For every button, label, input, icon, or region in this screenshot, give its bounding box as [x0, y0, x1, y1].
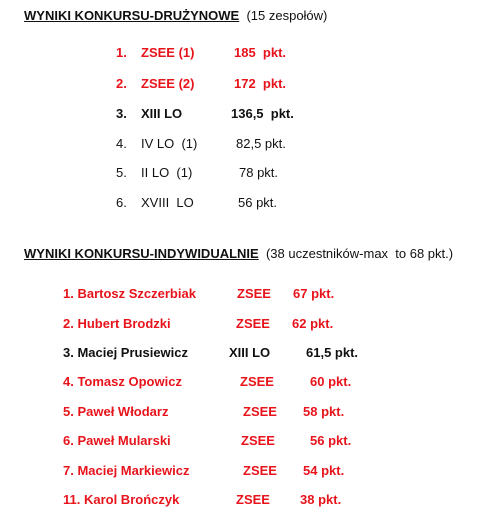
individual-row-name: 1. Bartosz Szczerbiak: [63, 286, 196, 301]
individual-row: [0, 374, 502, 392]
team-results-note: (15 zespołów): [246, 8, 328, 23]
individual-row-score: 60 pkt.: [310, 374, 352, 389]
individual-row-score: 58 pkt.: [303, 404, 345, 419]
team-row-score: 185 pkt.: [234, 45, 287, 60]
individual-row-score: 61,5 pkt.: [306, 345, 359, 360]
individual-results-title: WYNIKI KONKURSU-INDYWIDUALNIE: [24, 246, 259, 261]
team-results-heading: [24, 8, 327, 23]
team-row-name: XVIII LO: [141, 195, 194, 210]
team-row: [0, 195, 502, 213]
individual-row-score: 38 pkt.: [300, 492, 342, 507]
individual-row-name: 2. Hubert Brodzki: [63, 316, 171, 331]
individual-row-school: ZSEE: [243, 463, 277, 478]
team-row-score: 172 pkt.: [234, 76, 287, 91]
individual-row-school: ZSEE: [241, 433, 275, 448]
team-row-name: ZSEE (1): [141, 45, 195, 60]
individual-row-school: XIII LO: [229, 345, 271, 360]
team-row-number: 3.: [116, 106, 127, 121]
team-row-name: II LO (1): [141, 165, 193, 180]
individual-row-score: 54 pkt.: [303, 463, 345, 478]
individual-results-note: (38 uczestników-max to 68 pkt.): [265, 246, 454, 261]
team-row-number: 6.: [116, 195, 127, 210]
team-row-score: 78 pkt.: [239, 165, 279, 180]
team-row-name: IV LO (1): [141, 136, 198, 151]
individual-row-name: 6. Paweł Mularski: [63, 433, 171, 448]
team-row-score: 82,5 pkt.: [236, 136, 286, 151]
team-row-number: 1.: [116, 45, 127, 60]
individual-row-score: 62 pkt.: [292, 316, 334, 331]
individual-row-score: 56 pkt.: [310, 433, 352, 448]
team-row-number: 5.: [116, 165, 127, 180]
team-row-number: 2.: [116, 76, 127, 91]
individual-row: [0, 286, 502, 304]
individual-row-school: ZSEE: [236, 316, 270, 331]
team-row: [0, 136, 502, 154]
team-row: [0, 106, 502, 124]
individual-row: [0, 492, 502, 510]
individual-row-score: 67 pkt.: [293, 286, 335, 301]
team-row: [0, 45, 502, 63]
team-row: [0, 165, 502, 183]
individual-row: [0, 433, 502, 451]
individual-row-school: ZSEE: [236, 492, 270, 507]
individual-row: [0, 404, 502, 422]
team-row-name: XIII LO: [141, 106, 183, 121]
individual-row-name: 7. Maciej Markiewicz: [63, 463, 190, 478]
individual-row-name: 4. Tomasz Opowicz: [63, 374, 182, 389]
team-row-score: 136,5 pkt.: [231, 106, 294, 121]
individual-row-school: ZSEE: [237, 286, 271, 301]
individual-row-school: ZSEE: [240, 374, 274, 389]
team-results-title: WYNIKI KONKURSU-DRUŻYNOWE: [24, 8, 240, 23]
individual-row: [0, 316, 502, 334]
individual-row: [0, 345, 502, 363]
team-row-name: ZSEE (2): [141, 76, 195, 91]
individual-row-name: 5. Paweł Włodarz: [63, 404, 169, 419]
individual-row-name: 3. Maciej Prusiewicz: [63, 345, 189, 360]
individual-row-name: 11. Karol Brończyk: [63, 492, 180, 507]
individual-results-heading: [24, 246, 453, 261]
team-row: [0, 76, 502, 94]
team-row-number: 4.: [116, 136, 127, 151]
individual-row: [0, 463, 502, 481]
team-row-score: 56 pkt.: [238, 195, 278, 210]
individual-row-school: ZSEE: [243, 404, 277, 419]
